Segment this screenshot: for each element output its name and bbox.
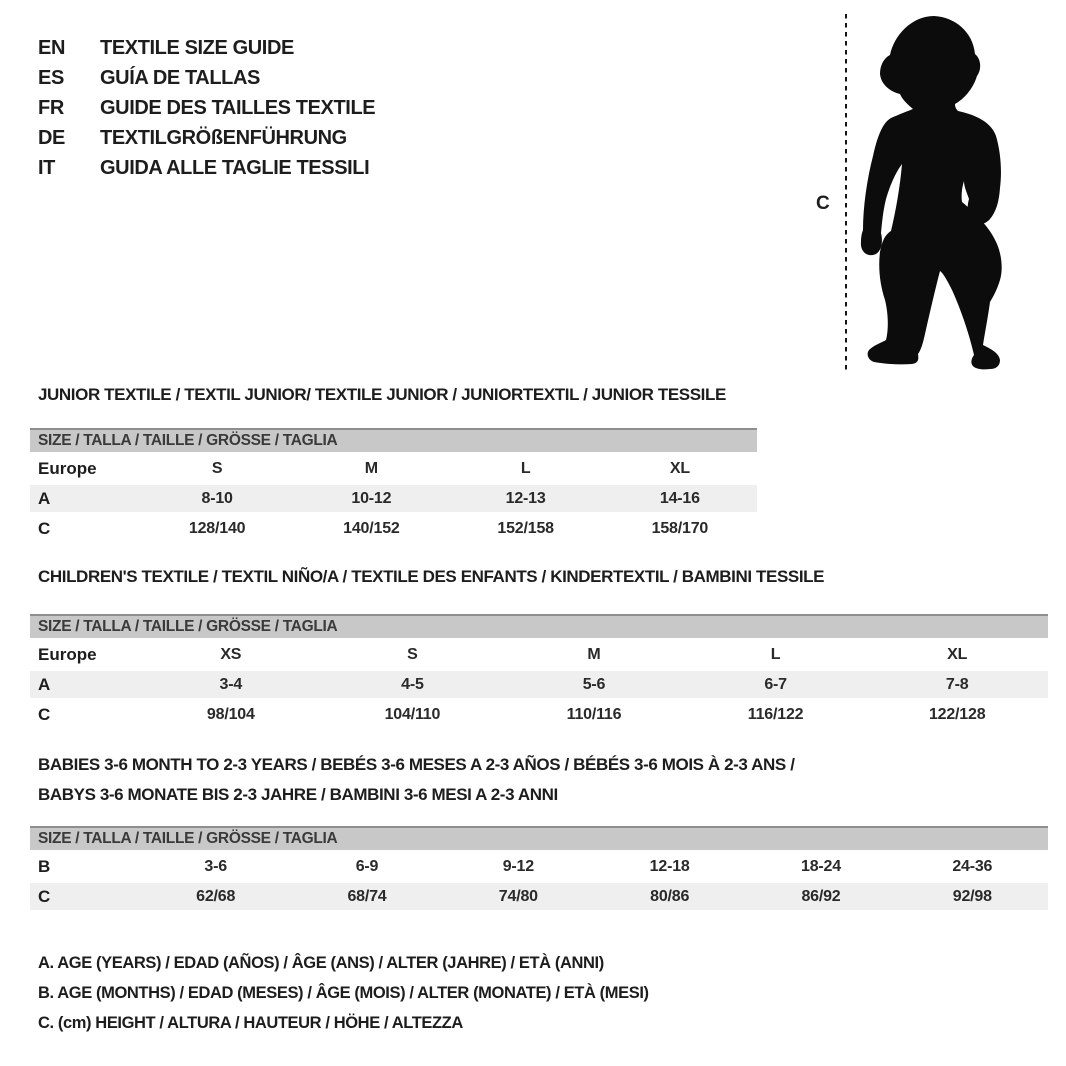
cell: S — [407, 646, 418, 663]
children-table-title: CHILDREN'S TEXTILE / TEXTIL NIÑO/A / TEXTILE DES ENFANTS / KINDERTEXTIL / BAMBINI TESSILE — [38, 567, 825, 586]
cell: 24-36 — [952, 858, 993, 875]
cell: 116/122 — [747, 706, 804, 723]
cell: 92/98 — [952, 888, 992, 905]
cell: 128/140 — [188, 520, 246, 537]
language-row-es — [38, 63, 375, 93]
table-header-bar — [30, 614, 1048, 638]
baby-height-figure — [808, 12, 1043, 380]
table-row — [30, 641, 1048, 668]
language-title: TEXTILGRÖßENFÜHRUNG — [100, 127, 347, 149]
row-label: C — [38, 519, 51, 538]
legend-row-a: A. AGE (YEARS) / EDAD (AÑOS) / ÂGE (ANS) / ALTER (JAHRE) / ETÀ (ANNI) — [38, 954, 604, 972]
babies-title-line2: BABYS 3-6 MONATE BIS 2-3 JAHRE / BAMBINI 3-6 MESI A 2-3 ANNI — [38, 785, 558, 804]
language-row-de — [38, 123, 375, 153]
cell: 12-13 — [505, 490, 546, 507]
table-row — [30, 883, 1048, 910]
cell: 3-6 — [204, 858, 227, 875]
language-row-it — [38, 153, 375, 183]
cell: 12-18 — [649, 858, 690, 875]
language-code: EN — [38, 37, 65, 59]
table-header-label: SIZE / TALLA / TAILLE / GRÖSSE / TAGLIA — [38, 432, 338, 449]
cell: 6-9 — [355, 858, 379, 875]
cell: 14-16 — [659, 490, 700, 507]
table-header-bar — [30, 826, 1048, 850]
table-header-label: SIZE / TALLA / TAILLE / GRÖSSE / TAGLIA — [38, 830, 338, 847]
language-title: GUIDA ALLE TAGLIE TESSILI — [100, 157, 370, 179]
language-code: ES — [38, 67, 64, 89]
cell: M — [364, 460, 378, 477]
language-title-list — [38, 33, 375, 183]
legend-row-b: B. AGE (MONTHS) / EDAD (MESES) / ÂGE (MOIS) / ALTER (MONATE) / ETÀ (MESI) — [38, 984, 649, 1002]
table-row — [30, 515, 757, 542]
junior-table-title: JUNIOR TEXTILE / TEXTIL JUNIOR/ TEXTILE JUNIOR / JUNIORTEXTIL / JUNIOR TESSILE — [38, 385, 726, 404]
height-measure-dashed-line — [845, 14, 847, 372]
language-title: GUIDE DES TAILLES TEXTILE — [100, 97, 376, 119]
cell: 104/110 — [384, 706, 441, 723]
row-label: Europe — [38, 459, 97, 478]
cell: 98/104 — [206, 706, 255, 723]
cell: XS — [220, 646, 242, 663]
cell: 110/116 — [566, 706, 622, 723]
cell: 122/128 — [928, 706, 986, 723]
children-size-table — [30, 614, 1048, 728]
cell: 7-8 — [945, 676, 969, 693]
junior-size-table — [30, 428, 757, 542]
cell: 6-7 — [764, 676, 787, 693]
cell: 4-5 — [401, 676, 424, 693]
cell: M — [587, 646, 601, 663]
cell: 68/74 — [347, 888, 387, 905]
cell: 9-12 — [502, 858, 534, 875]
cell: 8-10 — [201, 490, 233, 507]
row-label: B — [38, 857, 51, 876]
row-label: C — [38, 705, 51, 724]
language-code: IT — [38, 157, 55, 179]
measure-legend — [38, 948, 649, 1038]
babies-table-title — [38, 750, 795, 810]
table-row — [30, 701, 1048, 728]
row-label: C — [38, 887, 51, 906]
cell: 158/170 — [651, 520, 709, 537]
cell: 140/152 — [343, 520, 400, 537]
height-measure-label: C — [816, 193, 830, 214]
cell: XL — [669, 460, 690, 477]
cell: 86/92 — [801, 888, 841, 905]
cell: 74/80 — [498, 888, 538, 905]
cell: 3-4 — [219, 676, 243, 693]
cell: 18-24 — [801, 858, 841, 875]
cell: 10-12 — [351, 490, 392, 507]
row-label: Europe — [38, 645, 97, 664]
language-title: TEXTILE SIZE GUIDE — [100, 37, 294, 59]
language-code: DE — [38, 127, 65, 149]
language-title: GUÍA DE TALLAS — [100, 67, 260, 89]
cell: S — [211, 460, 223, 477]
legend-row-c: C. (cm) HEIGHT / ALTURA / HAUTEUR / HÖHE / ALTEZZA — [38, 1014, 463, 1032]
row-label: A — [38, 489, 51, 508]
cell: 80/86 — [650, 888, 690, 905]
cell: 152/158 — [497, 520, 554, 537]
table-row — [30, 485, 757, 512]
language-row-fr — [38, 93, 375, 123]
cell: XL — [947, 646, 968, 663]
cell: L — [520, 460, 531, 477]
row-label: A — [38, 675, 51, 694]
language-code: FR — [38, 97, 64, 119]
babies-size-table — [30, 826, 1048, 910]
cell: 62/68 — [196, 888, 236, 905]
table-row — [30, 671, 1048, 698]
babies-title-line1: BABIES 3-6 MONTH TO 2-3 YEARS / BEBÉS 3-6 MESES A 2-3 AÑOS / BÉBÉS 3-6 MOIS À 2-3 ANS / — [38, 755, 795, 774]
table-row — [30, 455, 757, 482]
table-header-label: SIZE / TALLA / TAILLE / GRÖSSE / TAGLIA — [38, 618, 338, 635]
cell: 5-6 — [582, 676, 606, 693]
table-row — [30, 853, 1048, 880]
baby-silhouette-icon — [850, 12, 1015, 377]
table-header-bar — [30, 428, 757, 452]
cell: L — [770, 646, 781, 663]
language-row-en — [38, 33, 375, 63]
